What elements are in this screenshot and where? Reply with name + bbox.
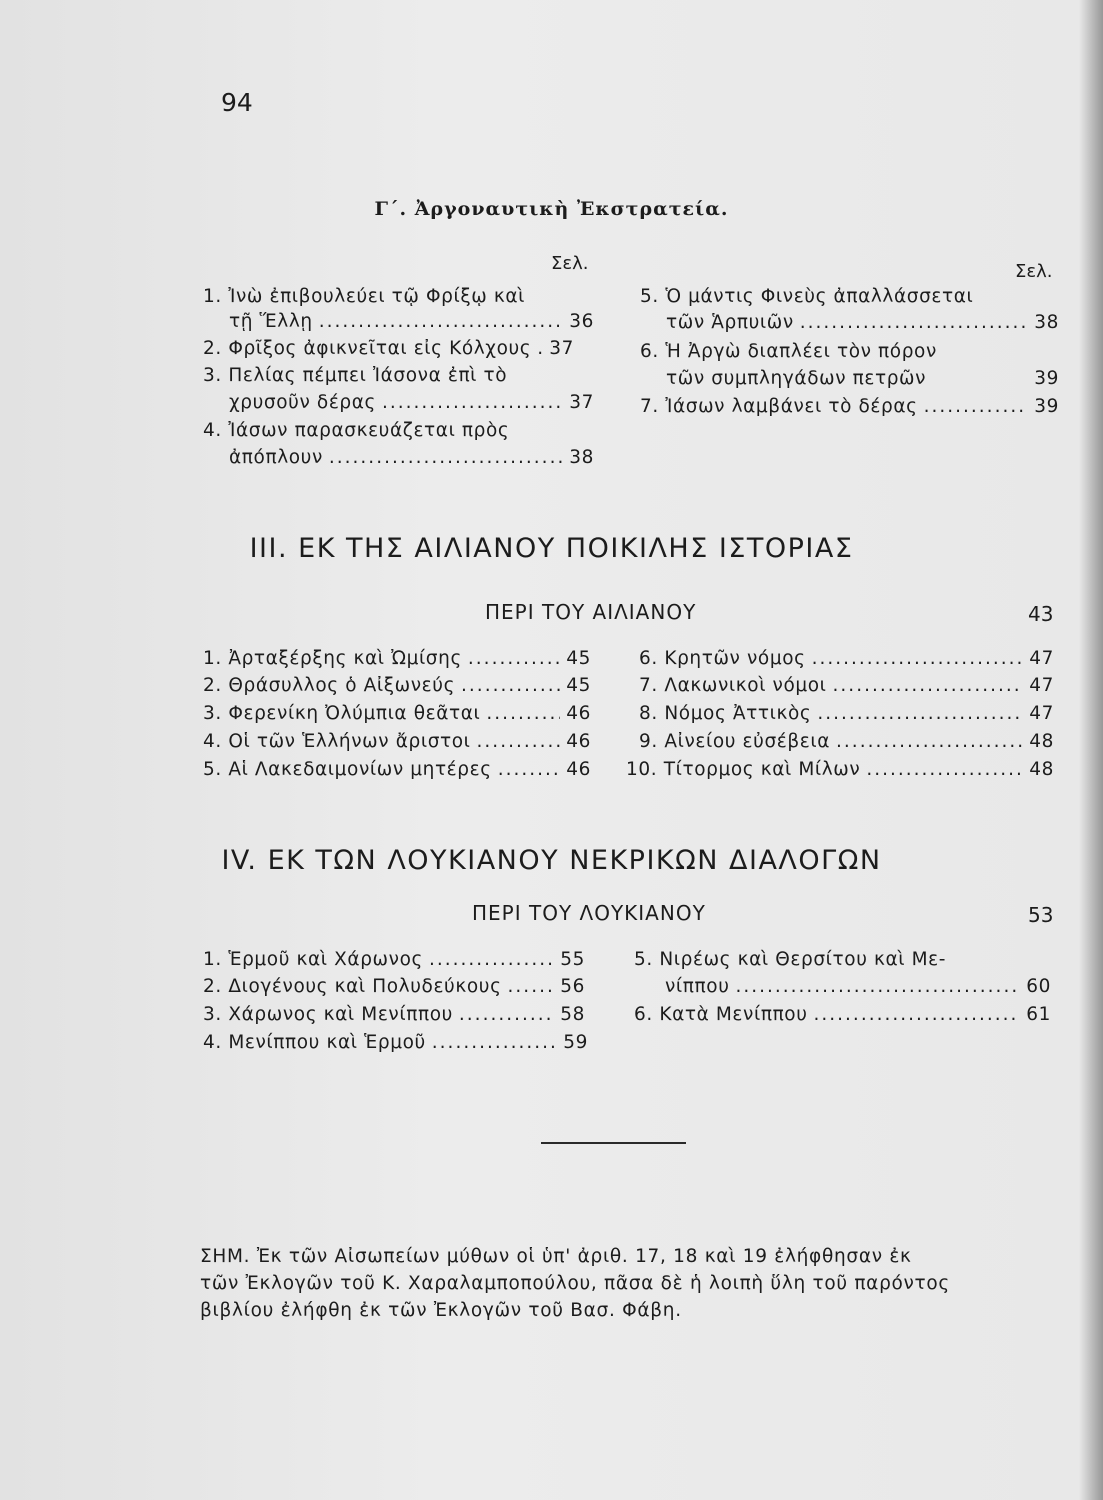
leader-dots bbox=[461, 673, 560, 699]
toc-entry-line: 4. Ἰάσων παρασκευάζεται πρὸς bbox=[203, 420, 510, 441]
toc-entry-page: 39 bbox=[1034, 396, 1059, 417]
toc-entry-line: 6. Ἡ Ἀργὼ διαπλέει τὸν πόρον bbox=[640, 341, 937, 362]
leader-dots bbox=[429, 947, 554, 973]
section-gamma-title: Γ΄. Ἀργοναυτικὴ Ἐκστρατεία. bbox=[374, 198, 729, 220]
leader-dots bbox=[319, 309, 564, 335]
toc-entry-title: χρυσοῦν δέρας bbox=[229, 392, 377, 413]
toc-entry-line: 5. Νιρέως καὶ Θερσίτου καὶ Με- bbox=[634, 949, 947, 970]
toc-entry bbox=[229, 445, 594, 471]
toc-entry-page: 45 bbox=[566, 648, 591, 669]
page-edge-shadow bbox=[1079, 0, 1103, 1500]
toc-entry bbox=[203, 1030, 588, 1056]
toc-entry-page: 39 bbox=[1034, 368, 1059, 389]
toc-entry-title: τῶν Ἁρπυιῶν bbox=[666, 312, 794, 333]
section-iv-heading: IV. ΕΚ ΤΩΝ ΛΟΥΚΙΑΝΟΥ ΝΕΚΡΙΚΩΝ ΔΙΑΛΟΓΩΝ bbox=[221, 845, 882, 876]
toc-entry-page: 37 bbox=[549, 338, 575, 359]
toc-entry bbox=[640, 394, 1059, 420]
toc-entry-title: 2. Διογένους καὶ Πολυδεύκους bbox=[203, 976, 502, 997]
toc-entry bbox=[203, 1002, 585, 1028]
toc-entry-page: 48 bbox=[1029, 759, 1054, 780]
toc-entry-page: 47 bbox=[1029, 675, 1054, 696]
leader-dots bbox=[468, 646, 560, 672]
toc-entry bbox=[666, 366, 1059, 392]
toc-entry-line: 5. Ὁ μάντις Φινεὺς ἀπαλλάσσεται bbox=[640, 286, 974, 307]
footnote bbox=[200, 1243, 1050, 1324]
leader-dots bbox=[924, 394, 1029, 420]
section-iv-about: ΠΕΡΙ ΤΟΥ ΛΟΥΚΙΑΝΟΥ bbox=[472, 901, 706, 925]
toc-entry-page: 58 bbox=[560, 1004, 585, 1025]
page-number: 94 bbox=[221, 88, 253, 117]
toc-entry-page: 61 bbox=[1026, 1004, 1051, 1025]
toc-entry-title: 1. Ἀρταξέρξης καὶ Ὠμίσης bbox=[203, 648, 462, 669]
toc-entry bbox=[665, 974, 1051, 1000]
toc-entry-page: 55 bbox=[560, 949, 585, 970]
toc-entry bbox=[203, 701, 591, 727]
leader-dots bbox=[459, 1002, 554, 1028]
footnote-line: βιβλίου ἐλήφθη ἐκ τῶν Ἐκλογῶν τοῦ Βασ. Φάβη. bbox=[200, 1300, 682, 1321]
toc-entry bbox=[639, 729, 1054, 755]
toc-entry-page: 46 bbox=[566, 703, 591, 724]
leader-dots bbox=[800, 310, 1028, 336]
toc-entry bbox=[634, 1002, 1051, 1028]
toc-entry bbox=[203, 673, 591, 699]
toc-entry-title: 3. Φερενίκη Ὀλύμπια θεᾶται bbox=[203, 703, 481, 724]
toc-entry-title: 4. Οἱ τῶν Ἑλλήνων ἄριστοι bbox=[203, 731, 471, 752]
toc-entry-page: 48 bbox=[1029, 731, 1054, 752]
toc-entry bbox=[639, 646, 1054, 672]
leader-dots bbox=[736, 974, 1021, 1000]
leader-dots bbox=[814, 1002, 1021, 1028]
toc-entry-page: 36 bbox=[569, 311, 594, 332]
leader-dots bbox=[498, 757, 561, 783]
toc-entry-title: 6. Κατὰ Μενίππου bbox=[634, 1004, 808, 1025]
toc-entry-title: 9. Αἰνείου εὐσέβεια bbox=[639, 731, 831, 752]
toc-entry-title: 4. Μενίππου καὶ Ἑρμοῦ bbox=[203, 1032, 426, 1053]
footnote-line: ΣΗΜ. Ἐκ τῶν Αἰσωπείων μύθων οἱ ὑπ' ἀριθ. 17, 18 καὶ 19 ἐλήφθησαν ἐκ bbox=[200, 1246, 912, 1267]
leader-dots bbox=[486, 701, 560, 727]
toc-entry-title: 3. Χάρωνος καὶ Μενίππου bbox=[203, 1004, 453, 1025]
leader-dots bbox=[432, 1030, 557, 1056]
toc-entry-page: 47 bbox=[1029, 703, 1054, 724]
left-page-label: Σελ. bbox=[551, 253, 589, 274]
toc-entry-title: 6. Κρητῶν νόμος bbox=[639, 648, 806, 669]
toc-entry-line: 1. Ἰνὼ ἐπιβουλεύει τῷ Φρίξῳ καὶ bbox=[203, 286, 526, 307]
section-iii-about-page: 43 bbox=[1028, 602, 1054, 626]
toc-entry-title: 2. Θράσυλλος ὁ Αἰξωνεύς bbox=[203, 675, 456, 696]
right-page-label: Σελ. bbox=[1015, 261, 1053, 282]
toc-entry-title: τῶν συμπληγάδων πετρῶν bbox=[666, 368, 927, 389]
toc-entry-title: 7. Λακωνικοὶ νόμοι bbox=[639, 675, 827, 696]
section-iv-about-page: 53 bbox=[1028, 903, 1054, 927]
leader-dots bbox=[836, 729, 1023, 755]
toc-entry bbox=[203, 646, 591, 672]
toc-entry-line: 3. Πελίας πέμπει Ἰάσονα ἐπὶ τὸ bbox=[203, 365, 508, 386]
toc-entry-page: 46 bbox=[566, 759, 591, 780]
toc-entry bbox=[639, 701, 1054, 727]
footnote-line: τῶν Ἐκλογῶν τοῦ Κ. Χαραλαμποπούλου, πᾶσα δὲ ἡ λοιπὴ ὕλη τοῦ παρόντος bbox=[200, 1273, 950, 1294]
leader-dots bbox=[329, 445, 563, 471]
leader-dots bbox=[817, 701, 1023, 727]
leader-dots bbox=[508, 974, 555, 1000]
leader-dots bbox=[477, 729, 561, 755]
toc-entry bbox=[639, 673, 1054, 699]
toc-entry bbox=[203, 974, 585, 1000]
toc-entry-page: 47 bbox=[1029, 648, 1054, 669]
toc-entry bbox=[666, 310, 1059, 336]
toc-entry-page: 46 bbox=[566, 731, 591, 752]
toc-entry-title: 8. Νόμος Ἀττικὸς bbox=[639, 703, 812, 724]
toc-entry-page: 38 bbox=[569, 447, 594, 468]
toc-entry-title: 7. Ἰάσων λαμβάνει τὸ δέρας bbox=[640, 396, 918, 417]
toc-entry-title: 2. Φρῖξος ἀφικνεῖται εἰς Κόλχους bbox=[203, 338, 532, 359]
leader-dots bbox=[866, 757, 1023, 783]
toc-entry bbox=[229, 309, 594, 335]
leader-dots bbox=[812, 646, 1024, 672]
separator-rule bbox=[541, 1142, 686, 1144]
leader-dots bbox=[382, 390, 563, 416]
toc-entry-title: 1. Ἑρμοῦ καὶ Χάρωνος bbox=[203, 949, 423, 970]
section-iii-heading: III. ΕΚ ΤΗΣ ΑΙΛΙΑΝΟΥ ΠΟΙΚΙΛΗΣ ΙΣΤΟΡΙΑΣ bbox=[249, 533, 854, 564]
toc-entry-title: ἀπόπλουν bbox=[229, 447, 323, 468]
toc-entry bbox=[229, 390, 594, 416]
toc-entry bbox=[203, 757, 591, 783]
toc-entry-title: νίππου bbox=[665, 976, 730, 997]
leader-dots bbox=[833, 673, 1024, 699]
toc-entry bbox=[203, 729, 591, 755]
toc-entry bbox=[203, 947, 585, 973]
toc-entry-page: 38 bbox=[1034, 312, 1059, 333]
toc-entry-title: τῇ Ἕλλῃ bbox=[229, 311, 313, 332]
toc-entry bbox=[626, 757, 1054, 783]
toc-entry bbox=[203, 336, 594, 362]
toc-entry-page: 45 bbox=[566, 675, 591, 696]
toc-entry-page: 37 bbox=[569, 392, 594, 413]
toc-entry-title: 5. Αἱ Λακεδαιμονίων μητέρες bbox=[203, 759, 492, 780]
toc-entry-page: 59 bbox=[563, 1032, 588, 1053]
toc-entry-page: 60 bbox=[1026, 976, 1051, 997]
toc-entry-title: 10. Τίτορμος καὶ Μίλων bbox=[626, 759, 861, 780]
toc-entry-page: 56 bbox=[560, 976, 585, 997]
section-iii-about: ΠΕΡΙ ΤΟΥ ΑΙΛΙΑΝΟΥ bbox=[485, 600, 697, 624]
